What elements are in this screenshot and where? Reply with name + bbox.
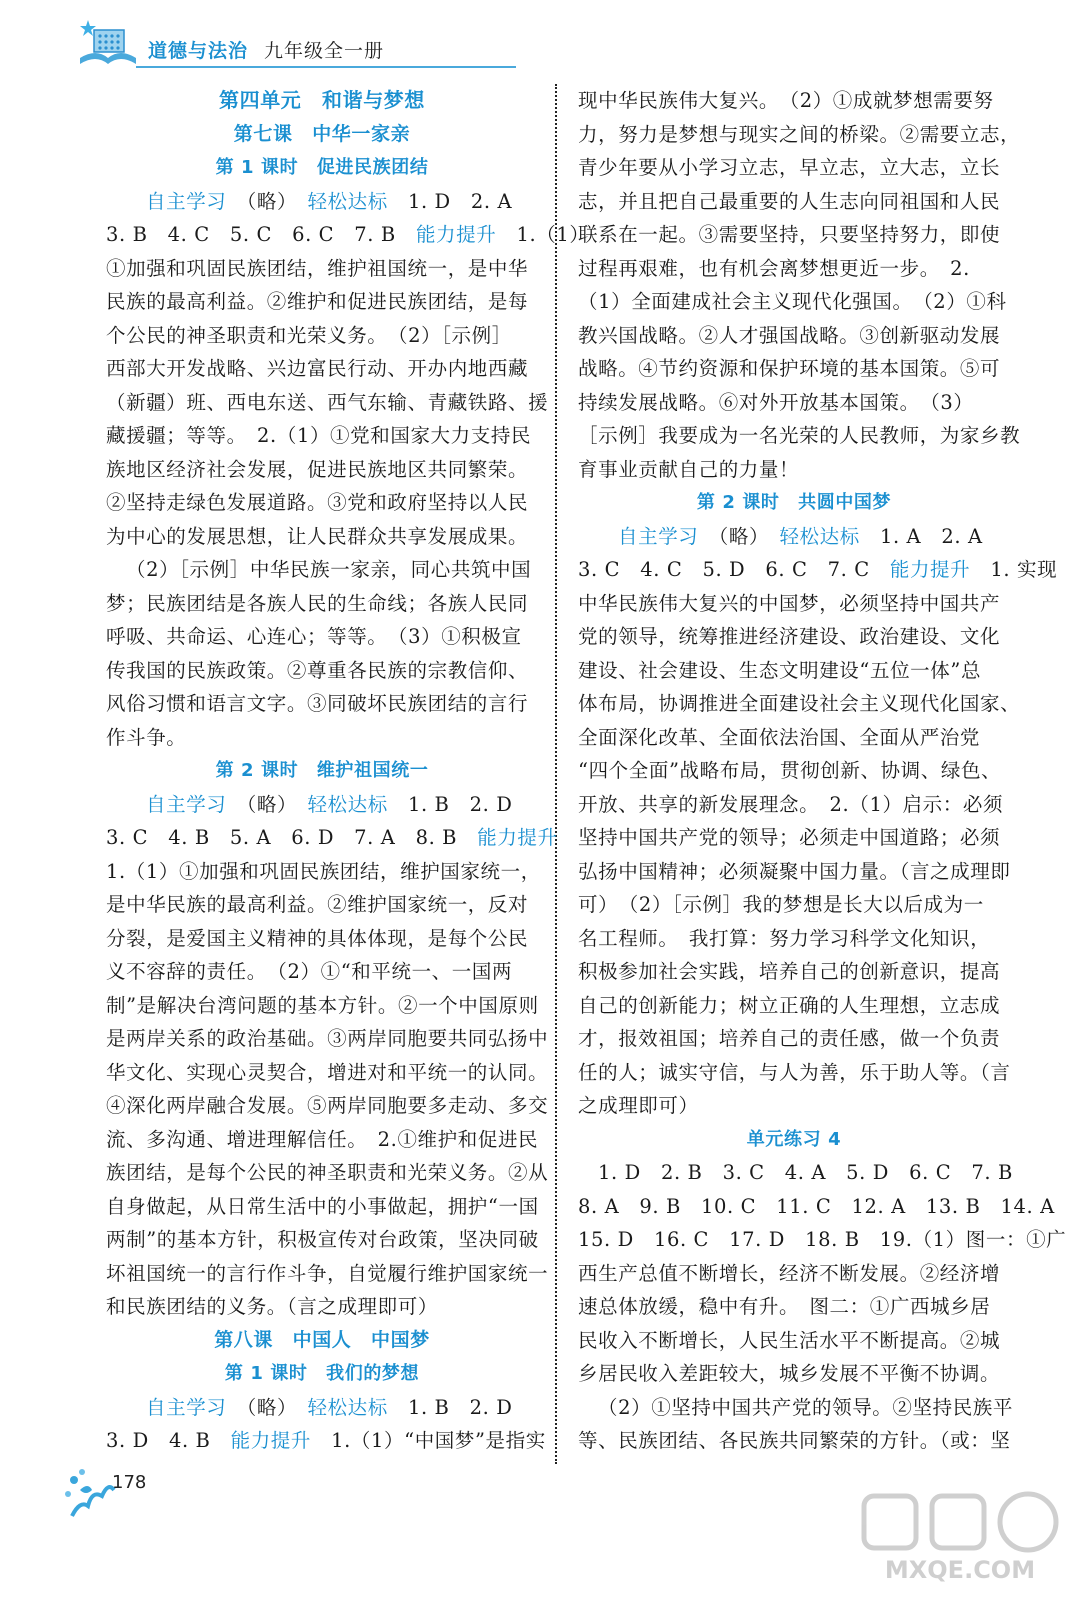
- answer-line: ①加强和巩固民族团结，维护祖国统一，是中华: [106, 256, 529, 280]
- answer-line: 开放、共享的新发展理念。 2.（1）启示：必须: [578, 792, 1004, 816]
- period-title: 第 2 课时 维护祖国统一: [215, 760, 429, 781]
- answer-line: 西生产总值不断增长，经济不断发展。②经济增: [578, 1261, 1001, 1285]
- section-label: 能力提升: [415, 223, 497, 246]
- answer-line: 党的领导，统筹推进经济建设、政治建设、文化: [578, 625, 1001, 648]
- answer-line: 联系在一起。③需要坚持，只要坚持努力，即使: [578, 223, 1001, 246]
- unit-practice-title: 单元练习 4: [746, 1128, 842, 1150]
- lesson-title: 第七课 中华一家亲: [233, 122, 411, 145]
- unit-title: 第四单元 和谐与梦想: [219, 88, 425, 112]
- answer-line: 等、民族团结、各民族共同繁荣的方针。（或：坚: [578, 1429, 1011, 1452]
- lesson-title: 第八课 中国人 中国梦: [214, 1328, 430, 1351]
- section-label: 能力提升: [477, 826, 558, 849]
- answer-line: 自己的创新能力；树立正确的人生理想，立志成: [578, 993, 1001, 1017]
- answer-line: 为中心的发展思想，让人民群众共享发展成果。: [106, 524, 529, 548]
- answer-line: 8. A 9. B 10. C 11. C 12. A 13. B 14. A: [578, 1194, 1055, 1218]
- answer-line: 族团结，是每个公民的神圣职责和光荣义务。②从: [106, 1161, 549, 1184]
- answer-line: 西部大开发战略、兴边富民行动、开办内地西藏: [106, 357, 529, 380]
- watermark-logo: [860, 1488, 1065, 1588]
- answer-line: 持续发展战略。⑥对外开放基本国策。 （3）: [578, 390, 974, 414]
- answer-line: 3. D 4. B 能力提升 1.（1）“中国梦”是指实: [106, 1429, 546, 1452]
- answer-line: 是中华民族的最高利益。②维护国家统一，反对: [106, 893, 529, 916]
- answer-line: 中华民族伟大复兴的中国梦，必须坚持中国共产: [578, 591, 1001, 615]
- splash-flower-icon: [62, 1460, 116, 1522]
- page-header: [76, 14, 516, 70]
- period-title: 第 2 课时 共圆中国梦: [696, 492, 892, 513]
- answer-line: “四个全面”战略布局，贯彻创新、协调、绿色、: [578, 759, 1002, 782]
- answer-line: 流、多沟通、增进理解信任。 2.①维护和促进民: [106, 1127, 539, 1151]
- answer-line: 可） （2）［示例］我的梦想是长大以后成为一: [578, 893, 984, 916]
- answer-line: 现中华民族伟大复兴。 （2）①成就梦想需要努: [578, 89, 994, 112]
- answer-line: ②坚持走绿色发展道路。③党和政府坚持以人民: [106, 491, 529, 514]
- answer-line: 育事业贡献自己的力量！: [578, 457, 800, 481]
- section-label: 能力提升: [230, 1429, 311, 1452]
- section-label: 轻松达标: [307, 189, 388, 213]
- answer-line: 速总体放缓，稳中有升。 图二：①广西城乡居: [578, 1295, 991, 1318]
- left-column: [106, 84, 590, 1458]
- answer-line: 青少年要从小学习立志，早立志，立大志，立长: [578, 156, 1001, 179]
- answer-line: 华文化、实现心灵契合，增进对和平统一的认同。: [106, 1060, 549, 1084]
- answer-line: 建设、社会建设、生态文明建设“五位一体”总: [578, 658, 982, 682]
- answer-line: 两制”的基本方针，积极宣传对台政策，坚决同破: [106, 1228, 539, 1251]
- answer-line: 族地区经济社会发展，促进民族地区共同繁荣。: [106, 457, 529, 481]
- answer-line: 3. C 4. B 5. A 6. D 7. A 8. B 能力提升: [106, 826, 558, 849]
- answer-line: 名工程师。 我打算：努力学习科学文化知识，: [578, 926, 991, 950]
- period-title: 第 1 课时 促进民族团结: [215, 157, 429, 178]
- answer-line: （新疆）班、西电东送、西气东输、青藏铁路、援: [106, 390, 549, 414]
- answer-line: 民收入不断增长，人民生活水平不断提高。②城: [578, 1328, 1001, 1352]
- watermark-text: MXQE.COM: [884, 1556, 1036, 1584]
- answer-line: 坏祖国统一的言行作斗争，自觉履行维护国家统一: [106, 1261, 549, 1285]
- column-divider: [555, 84, 557, 1464]
- answer-line: ［示例］我要成为一名光荣的人民教师，为家乡教: [578, 424, 1021, 447]
- answer-line: 弘扬中国精神；必须凝聚中国力量。（言之成理即: [578, 859, 1011, 883]
- answer-line: 才，报效祖国；培养自己的责任感，做一个负责: [578, 1027, 1001, 1050]
- answer-line: 体布局，协调推进全面建设社会主义现代化国家、: [578, 692, 1021, 715]
- right-column: [578, 84, 1067, 1458]
- answer-line: 3. C 4. C 5. D 6. C 7. C 能力提升 1. 实现: [578, 558, 1058, 581]
- answer-line: 志，并且把自己最重要的人生志向同祖国和人民: [578, 189, 1001, 213]
- section-label: 自主学习: [618, 524, 699, 548]
- answer-line: 自身做起，从日常生活中的小事做起，拥护“一国: [106, 1194, 539, 1218]
- answer-line: 风俗习惯和语言文字。③同破坏民族团结的言行: [106, 692, 529, 715]
- answer-line: （2）［示例］中华民族一家亲，同心共筑中国: [126, 558, 532, 581]
- answer-line: 藏援疆；等等。 2.（1）①党和国家大力支持民: [106, 424, 532, 447]
- section-label: 轻松达标: [779, 524, 860, 548]
- answer-line: 自主学习 （略） 轻松达标 1. D 2. A: [146, 189, 513, 213]
- answer-line: ④深化两岸融合发展。⑤两岸同胞要多走动、多交: [106, 1094, 549, 1117]
- answer-line: 1.（1）①加强和巩固民族团结，维护国家统一，: [106, 859, 541, 883]
- answer-line: 梦；民族团结是各族人民的生命线；各族人民同: [106, 591, 529, 615]
- answer-line: 义不容辞的责任。 （2）①“和平统一、一国两: [106, 960, 513, 983]
- answer-line: 战略。④节约资源和保护环境的基本国策。⑤可: [578, 357, 1001, 380]
- answer-line: 积极参加社会实践，培养自己的创新意识，提高: [578, 960, 1001, 983]
- page-number: 178: [112, 1472, 147, 1493]
- answer-line: 过程再艰难，也有机会离梦想更近一步。 2.: [578, 256, 970, 280]
- section-label: 自主学习: [146, 189, 227, 213]
- answer-line: 和民族团结的义务。（言之成理即可）: [106, 1295, 438, 1318]
- grade-label: 九年级全一册: [264, 40, 385, 62]
- answer-line: 传我国的民族政策。②尊重各民族的宗教信仰、: [106, 658, 529, 682]
- book-star-logo-icon: [76, 18, 140, 68]
- period-title: 第 1 课时 我们的梦想: [224, 1363, 420, 1384]
- answer-line: 坚持中国共产党的领导；必须走中国道路；必须: [578, 826, 1001, 849]
- section-label: 自主学习: [146, 1395, 227, 1419]
- answer-line: 民族的最高利益。②维护和促进民族团结，是每: [106, 290, 529, 313]
- answer-line: （2）①坚持中国共产党的领导。②坚持民族平: [598, 1395, 1014, 1419]
- answer-line: 作斗争。: [106, 725, 187, 749]
- answer-line: 分裂，是爱国主义精神的具体体现，是每个公民: [106, 926, 529, 950]
- answer-line: 制”是解决台湾问题的基本方针。②一个中国原则: [106, 993, 539, 1017]
- answer-line: 之成理即可）: [578, 1094, 699, 1117]
- answer-line: 自主学习 （略） 轻松达标 1. A 2. A: [618, 524, 983, 548]
- answer-line: 自主学习 （略） 轻松达标 1. B 2. D: [146, 1395, 513, 1419]
- answer-line: 是两岸关系的政治基础。③两岸同胞要共同弘扬中: [106, 1027, 549, 1050]
- answer-line: 自主学习 （略） 轻松达标 1. B 2. D: [146, 792, 513, 816]
- section-label: 自主学习: [146, 792, 227, 816]
- answer-line: 个公民的神圣职责和光荣义务。 （2）［示例］: [106, 323, 512, 347]
- answer-line: 3. B 4. C 5. C 6. C 7. B 能力提升 1.（1）: [106, 223, 590, 246]
- answer-line: 乡居民收入差距较大，城乡发展不平衡不协调。: [578, 1362, 1001, 1385]
- header-title: [148, 36, 384, 63]
- section-label: 能力提升: [889, 558, 971, 581]
- section-label: 轻松达标: [307, 792, 388, 816]
- answer-line: 教兴国战略。②人才强国战略。③创新驱动发展: [578, 323, 1001, 347]
- section-label: 轻松达标: [307, 1395, 388, 1419]
- answer-line: 1. D 2. B 3. C 4. A 5. D 6. C 7. B: [598, 1161, 1013, 1184]
- subject-label: 道德与法治: [148, 40, 249, 62]
- header-rule: [136, 66, 516, 68]
- answer-line: 全面深化改革、全面依法治国、全面从严治党: [578, 725, 981, 749]
- answer-line: 任的人；诚实守信，与人为善，乐于助人等。（言: [578, 1060, 1011, 1084]
- answer-line: 呼吸、共命运、心连心；等等。 （3）①积极宣: [106, 625, 522, 648]
- answer-line: 力，努力是梦想与现实之间的桥梁。②需要立志，: [578, 122, 1021, 146]
- answer-line: （1）全面建成社会主义现代化强国。 （2）①科: [578, 290, 1007, 313]
- answer-line: 15. D 16. C 17. D 18. B 19.（1）图一：①广: [578, 1228, 1067, 1251]
